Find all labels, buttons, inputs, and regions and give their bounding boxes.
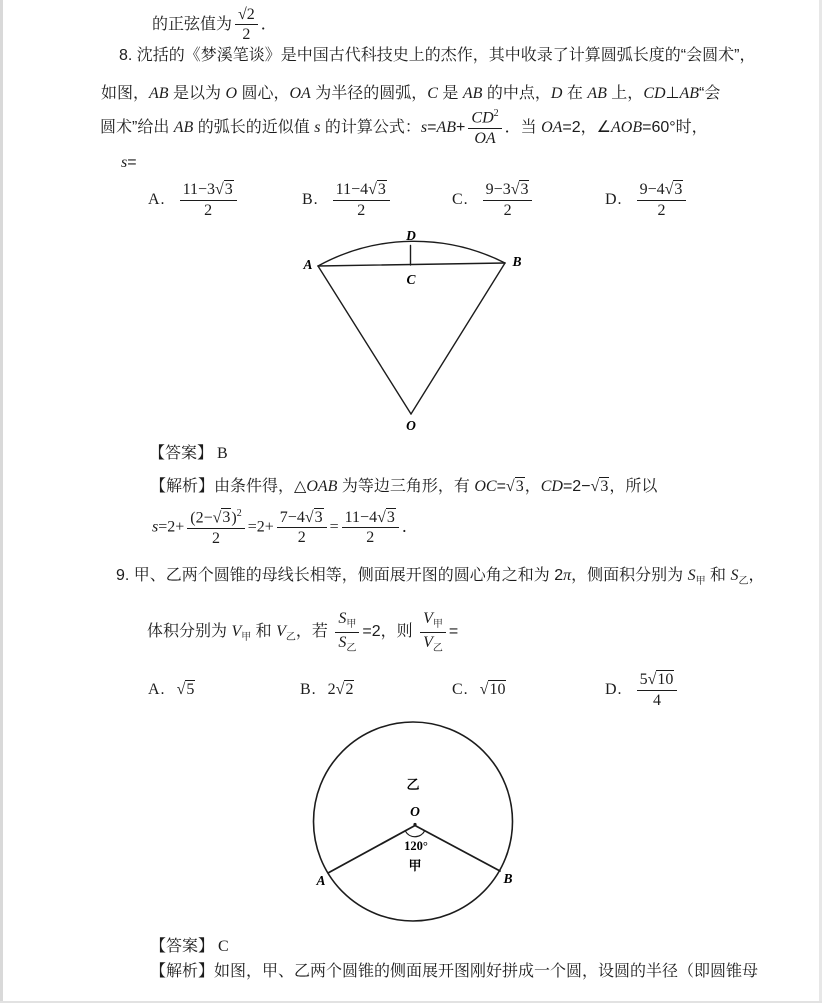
- q8-analysis-label: 【解析】: [150, 478, 215, 495]
- central-angle-label: 120°: [404, 839, 428, 853]
- q8-option-d-value: $\frac{9-4√3}{2}$: [634, 180, 690, 219]
- previous-answer-tail: [152, 5, 277, 44]
- q9-option-c: [452, 664, 506, 716]
- center-point: [413, 823, 416, 826]
- question-8-stem-line-4: s=: [121, 154, 137, 171]
- question-8-stem-line-3: 圆术”给出 AB 的弧长的近似值 s 的计算公式：s=AB+ $\frac{CD^2}{OA}$ ．当 OA=2，∠AOB=60°时，: [100, 108, 708, 147]
- point-label-d: D: [406, 228, 416, 243]
- q9-answer-label: 【答案】: [150, 938, 215, 955]
- sqrt2-over-2-fraction: $\frac{√2}{2}$: [235, 5, 258, 44]
- q8-option-c-value: $\frac{9-3√3}{2}$: [480, 180, 536, 219]
- q8-answer-line: [149, 444, 228, 465]
- point-label-c: C: [406, 272, 416, 287]
- chord-ab: [318, 263, 505, 266]
- q9-option-b-label: B.: [300, 681, 317, 698]
- q9-analysis-line: [150, 962, 758, 983]
- center-label-o: O: [410, 804, 420, 819]
- q8-answer-label: 【答案】: [149, 445, 214, 462]
- q8-option-d: [605, 176, 689, 224]
- angle-mark: [405, 831, 424, 837]
- point-label-b: B: [512, 254, 522, 269]
- q9-option-a-label: A.: [148, 681, 166, 698]
- q9-option-d-value: $\frac{5√10}{4}$: [634, 670, 681, 709]
- q8-option-c-label: C.: [452, 191, 469, 208]
- q9-option-d-label: D.: [605, 681, 623, 698]
- q8-answer-value: B: [217, 445, 228, 462]
- q9-option-c-label: C.: [452, 681, 469, 698]
- q9-answer-line: [150, 937, 229, 958]
- page-edge-left: [0, 0, 3, 1003]
- sector-label-jia: 甲: [408, 858, 422, 873]
- q8-analysis-line: [150, 477, 657, 498]
- q9-option-b-value: 2√2: [327, 681, 354, 698]
- q8-option-b-label: B.: [302, 191, 319, 208]
- point-label-a: A: [303, 257, 313, 272]
- q8-analysis-text: 由条件得，△OAB 为等边三角形，有 OC=√3，CD=2−√3，所以: [214, 478, 658, 495]
- q9-analysis-text: 如图，甲、乙两个圆锥的侧面展开图刚好拼成一个圆，设圆的半径（即圆锥母: [214, 963, 759, 980]
- q9-option-c-value: √10: [479, 681, 506, 698]
- q8-option-c: [452, 176, 535, 224]
- q8-option-a-value: $\frac{11-3√3}{2}$: [177, 180, 240, 219]
- q8-option-d-label: D.: [605, 191, 623, 208]
- point-label-b: B: [503, 871, 513, 886]
- q9-option-a-value: √5: [176, 681, 195, 698]
- question-8-stem-line-1: 8. 沈括的《梦溪笔谈》是中国古代科技史上的杰作，其中收录了计算圆弧长度的“会圆术”，: [119, 47, 756, 64]
- q9-option-b: [300, 664, 354, 716]
- point-label-a: A: [316, 873, 326, 888]
- q9-analysis-label: 【解析】: [150, 963, 215, 980]
- point-label-o: O: [406, 418, 416, 433]
- prev-period: ．: [260, 15, 277, 33]
- q8-option-b-value: $\frac{11-4√3}{2}$: [330, 180, 393, 219]
- q8-option-a: [148, 176, 240, 224]
- q9-circle-figure: [308, 717, 518, 927]
- q9-option-d: [605, 664, 680, 716]
- radius-ob: [411, 263, 505, 414]
- q8-option-b: [302, 176, 393, 224]
- question-9-stem-line-1: 9. 甲、乙两个圆锥的母线长相等，侧面展开图的圆心角之和为 2π，侧面积分别为 $S_甲$ 和 $S_乙$，: [116, 567, 765, 588]
- arc-adb: [318, 241, 505, 266]
- prev-text: 的正弦值为: [152, 15, 233, 33]
- q8-sector-figure: [280, 224, 560, 438]
- q9-option-a: [148, 664, 195, 716]
- radius-oa: [318, 266, 411, 414]
- q8-option-a-label: A.: [148, 191, 166, 208]
- sector-label-yi: 乙: [406, 777, 420, 792]
- question-8-stem-line-2: 如图，AB 是以为 O 圆心，OA 为半径的圆弧，C 是 AB 的中点，D 在 AB 上，CD⊥AB“会: [101, 85, 721, 102]
- question-9-stem-line-2: 体积分别为 $V_甲$ 和 $V_乙$，若 $S_甲$ $S_乙$ =2，则 $V_甲$ $V_乙$ =: [147, 610, 459, 654]
- radius-oa: [328, 826, 415, 874]
- q9-answer-value: C: [218, 938, 229, 955]
- circle-outline: [314, 722, 513, 921]
- q8-analysis-formula: s=2+ $\frac{(2-√3)^2}{2}$ =2+ $\frac{7-4√3}{2}$ = $\frac{11-4√3}{2}$ ．: [152, 508, 418, 547]
